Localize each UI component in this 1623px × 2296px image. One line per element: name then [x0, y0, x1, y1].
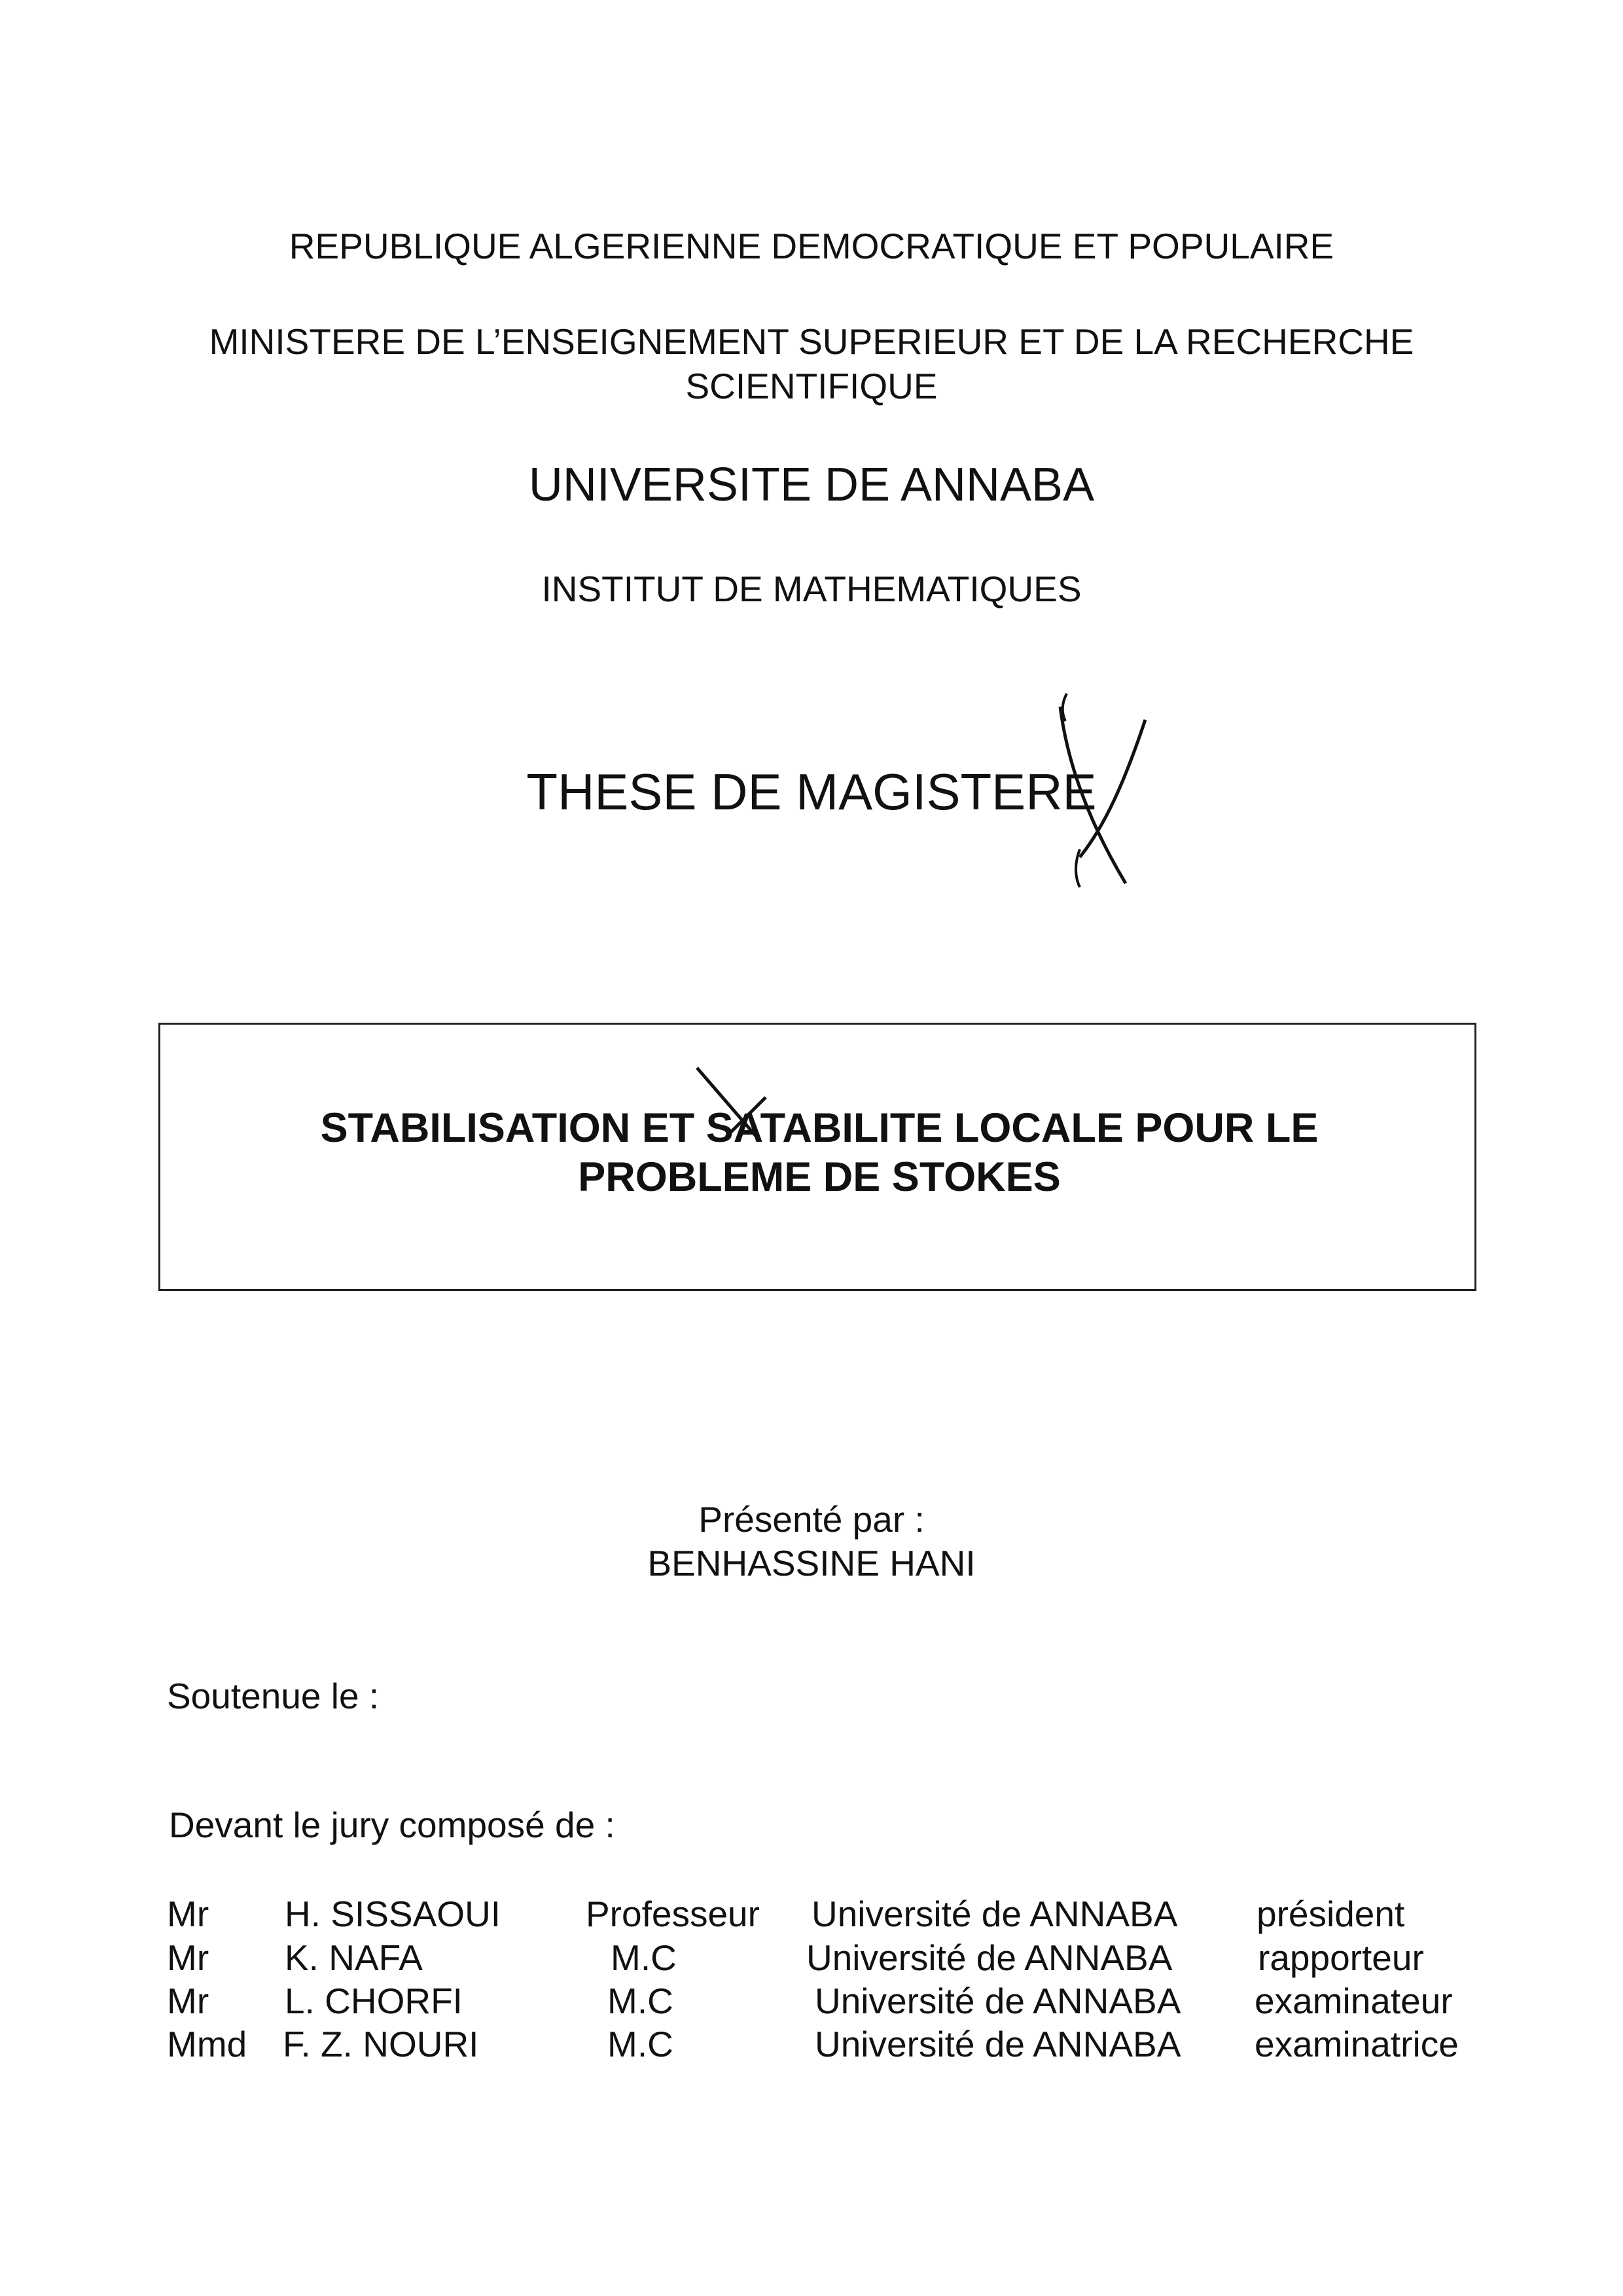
jury-member-institution: Université de ANNABA	[815, 1981, 1181, 2021]
ministry-heading-line1: MINISTERE DE L’ENSEIGNEMENT SUPERIEUR ET DE LA RECHERCHE	[209, 321, 1414, 362]
jury-member-institution: Université de ANNABA	[806, 1937, 1173, 1978]
jury-member-role: examinatrice	[1255, 2024, 1459, 2064]
jury-member-title: Mmd	[167, 2024, 247, 2064]
jury-member-title: Mr	[167, 1937, 209, 1978]
republic-heading: REPUBLIQUE ALGERIENNE DEMOCRATIQUE ET POPULAIRE	[289, 226, 1334, 266]
jury-member-role: examinateur	[1255, 1981, 1453, 2021]
jury-member-title: Mr	[167, 1981, 209, 2021]
jury-member-grade: M.C	[607, 2024, 673, 2064]
jury-member-name: H. SISSAOUI	[285, 1894, 501, 1934]
jury-member-name: F. Z. NOURI	[283, 2024, 479, 2064]
ministry-heading-line2: SCIENTIFIQUE	[685, 366, 938, 406]
jury-member-institution: Université de ANNABA	[812, 1894, 1178, 1934]
jury-member-role: président	[1257, 1894, 1405, 1934]
university-heading: UNIVERSITE DE ANNABA	[528, 459, 1095, 511]
thesis-title-line1: STABILISATION ET SATABILITE LOCALE POUR LE	[320, 1105, 1319, 1151]
defense-date-label: Soutenue le :	[167, 1676, 380, 1716]
jury-member-grade: M.C	[607, 1981, 673, 2021]
jury-member-name: L. CHORFI	[285, 1981, 463, 2021]
jury-member-institution: Université de ANNABA	[815, 2024, 1181, 2064]
thesis-title-line2: PROBLEME DE STOKES	[578, 1154, 1061, 1200]
institute-heading: INSTITUT DE MATHEMATIQUES	[541, 569, 1082, 609]
jury-member-title: Mr	[167, 1894, 209, 1934]
handwritten-strike-mark	[1047, 687, 1158, 896]
jury-member-grade: Professeur	[586, 1894, 760, 1934]
jury-intro: Devant le jury composé de :	[169, 1805, 615, 1845]
thesis-title-box	[158, 1023, 1476, 1291]
jury-member-role: rapporteur	[1258, 1937, 1424, 1978]
author-name: BENHASSINE HANI	[647, 1543, 976, 1583]
jury-member-grade: M.C	[611, 1937, 677, 1978]
handwritten-cross-mark	[690, 1061, 782, 1146]
thesis-type-heading: THESE DE MAGISTERE	[526, 763, 1097, 821]
jury-member-name: K. NAFA	[285, 1937, 423, 1978]
presented-by-label: Présenté par :	[698, 1499, 925, 1540]
